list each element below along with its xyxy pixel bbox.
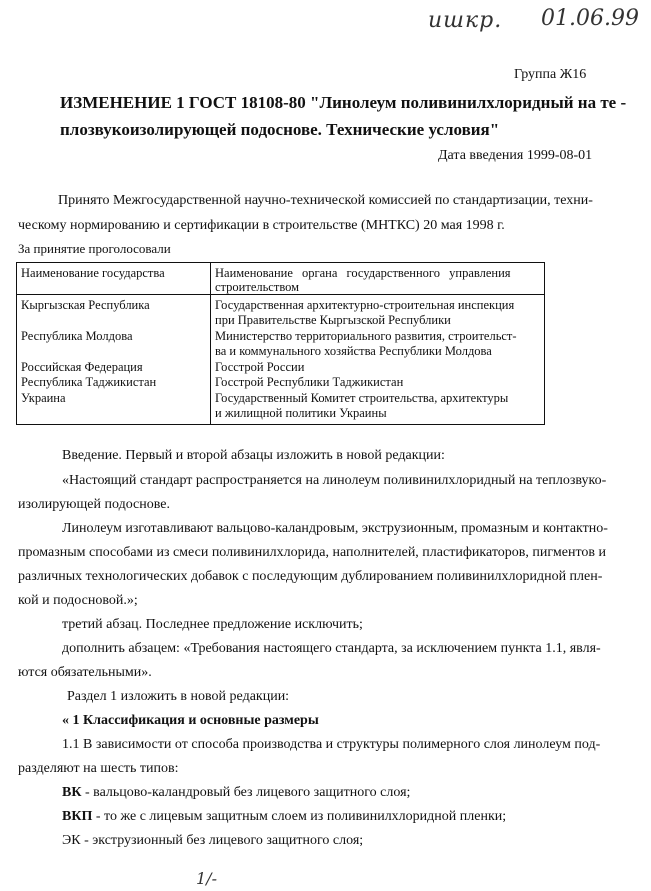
type-vk-code: ВК: [62, 785, 82, 800]
paragraph-third: третий абзац. Последнее предложение исключить;: [62, 617, 363, 632]
paragraph-intro: Введение. Первый и второй абзацы изложить в новой редакции:: [62, 448, 445, 463]
paragraph-quote: «Настоящий стандарт распространяется на линолеум поливинилхлоридный на теплозвуко-: [62, 473, 607, 488]
type-vkp: [62, 809, 506, 825]
table-header-body: Наименование органа государственного управления: [215, 266, 511, 280]
handwritten-mark: 1/-: [196, 869, 217, 888]
table-cell-state: Республика Молдова: [21, 329, 133, 343]
table-cell-state: Кыргызская Республика: [21, 298, 150, 312]
table-cell-body: Госстрой России: [215, 360, 305, 374]
paragraph-linoleum-cont: промазным способами из смеси поливинилхлорида, наполнителей, пластификаторов, пигментов и: [18, 545, 607, 560]
paragraph-1-1-cont: разделяют на шесть типов:: [18, 761, 179, 776]
table-cell-body: и жилищной политики Украины: [215, 406, 387, 420]
handwritten-date: 01.06.99: [541, 6, 639, 31]
introduction-date: Дата введения 1999-08-01: [438, 148, 593, 163]
title-line-1: ИЗМЕНЕНИЕ 1 ГОСТ 18108-80 "Линолеум поливинилхлоридный на те -: [60, 93, 627, 112]
title-line-2: плозвукоизолирующей подоснове. Технические условия": [60, 120, 500, 139]
table-cell-body: ва и коммунального хозяйства Республики Молдова: [215, 344, 492, 358]
table-cell-body: Министерство территориального развития, строительст-: [215, 329, 517, 343]
table-cell-body: Государственная архитектурно-строительная инспекция: [215, 298, 515, 312]
table-cell-body: Госстрой Республики Таджикистан: [215, 375, 404, 389]
table-cell-state: Республика Таджикистан: [21, 375, 157, 389]
type-ek: ЭК - экструзионный без лицевого защитного слоя;: [62, 833, 364, 848]
paragraph-linoleum-cont: кой и подосновой.»;: [18, 593, 138, 608]
table-column-divider: [210, 263, 211, 424]
table-cell-body: Государственный Комитет строительства, архитектуры: [215, 391, 509, 405]
voting-table: [16, 262, 545, 425]
paragraph-section-1: Раздел 1 изложить в новой редакции:: [67, 689, 290, 704]
type-vkp-text: - то же с лицевым защитным слоем из поливинилхлоридной пленки;: [92, 809, 507, 824]
table-header-state: Наименование государства: [21, 266, 165, 280]
table-cell-state: Российская Федерация: [21, 360, 143, 374]
group-label: Группа Ж16: [514, 67, 587, 82]
table-cell-body: при Правительстве Кыргызской Республики: [215, 313, 451, 327]
paragraph-quote-cont: изолирующей подоснове.: [18, 497, 171, 512]
type-vk-text: - вальцово-каландровый без лицевого защитного слоя;: [81, 785, 411, 800]
paragraph-1-1: 1.1 В зависимости от способа производства и структуры полимерного слоя линолеум под-: [62, 737, 601, 752]
adopted-line-2: ческому нормированию и сертификации в строительстве (МНТКС) 20 мая 1998 г.: [18, 218, 505, 233]
paragraph-supplement: дополнить абзацем: «Требования настоящего стандарта, за исключением пункта 1.1, явля-: [62, 641, 601, 656]
paragraph-supplement-cont: ются обязательными».: [18, 665, 152, 680]
voted-label: За принятие проголосовали: [18, 241, 171, 256]
adopted-line-1: Принято Межгосударственной научно-технической комиссией по стандартизации, техни-: [58, 193, 593, 208]
handwritten-note: ишкр.: [428, 8, 503, 33]
type-vk: [62, 785, 410, 801]
table-header-body-cont: строительством: [215, 280, 300, 294]
type-vkp-code: ВКП: [62, 809, 93, 824]
paragraph-linoleum: Линолеум изготавливают вальцово-каландровым, экструзионным, промазным и контактно-: [62, 521, 608, 536]
table-cell-state: Украина: [21, 391, 66, 405]
paragraph-linoleum-cont: различных технологических добавок с последующим дублированием поливинилхлоридной плен-: [18, 569, 603, 584]
section-heading: « 1 Классификация и основные размеры: [62, 713, 319, 728]
